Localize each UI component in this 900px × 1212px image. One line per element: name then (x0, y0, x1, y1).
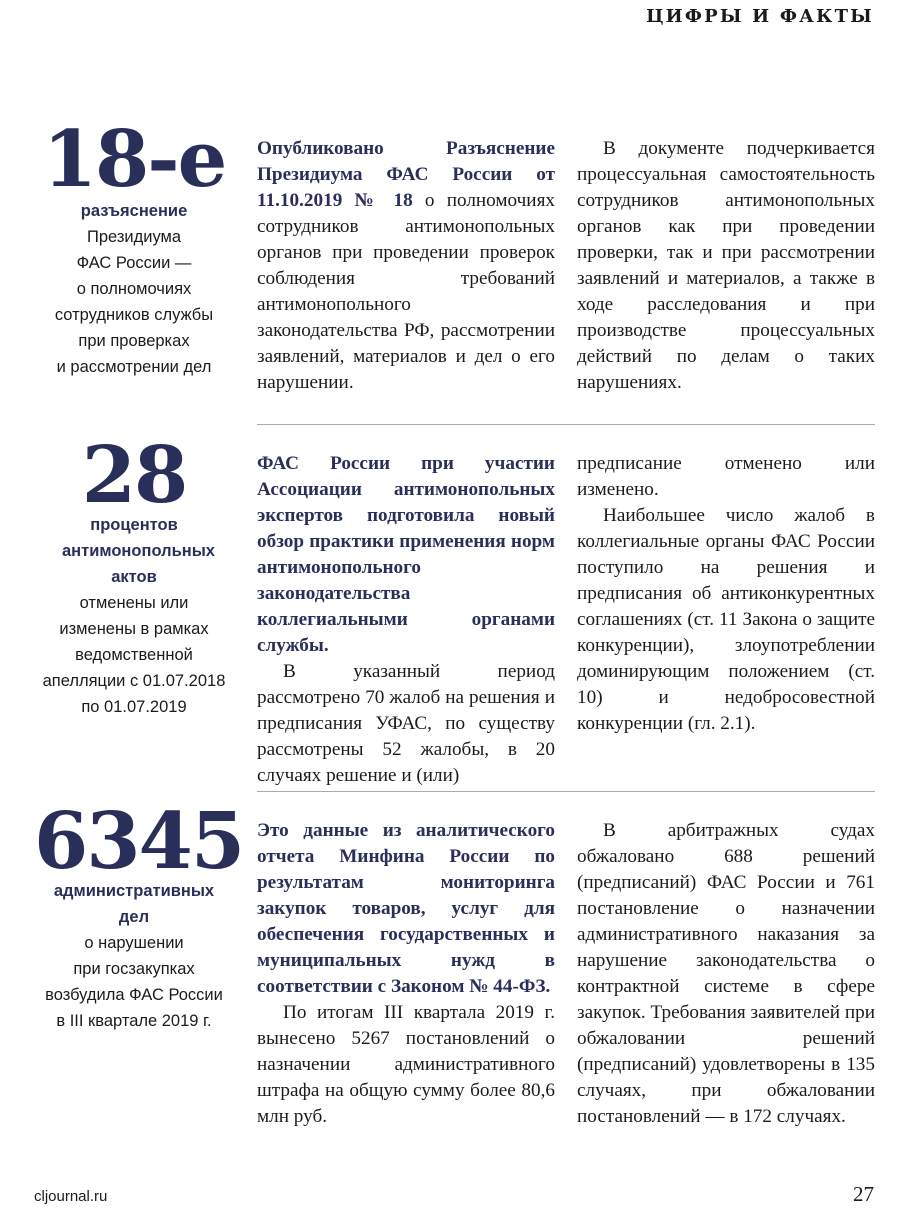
fact-description: отменены или изменены в рамках ведомственной апелляции с 01.07.2018 по 01.07.2019 (42, 594, 226, 716)
divider (257, 791, 875, 792)
fact-body: В арбитражных судах обжаловано 688 решений (предписаний) ФАС России и 761 постановление о назначении административного наказания за нарушение законодательства о контрактной системе в сфере закупок. Требования заявителей при обжаловании решений (предписаний) удовлетворены в 135 случаях, при обжаловании постановлений — в 172 случаях. (577, 820, 875, 1127)
divider (257, 424, 875, 425)
fact-body: В указанный период рассмотрено 70 жалоб на решения и предписания УФАС, по существу рассмотрены 52 жалобы, в 20 случаях решение и (или) (257, 661, 555, 786)
fact-body: Наибольшее число жалоб в коллегиальные органы ФАС России поступило на решения и предписания об антиконкурентных соглашениях (ст. 11 Закона о защите конкуренции), злоупотреблении доминирующим положением (ст. 10) и недобросовестной конкуренции (гл. 2.1). (577, 505, 875, 734)
fact-summary (34, 114, 234, 380)
fact-column-right (577, 136, 875, 396)
fact-column-right (577, 818, 875, 1130)
fact-number: 28 (81, 430, 187, 521)
fact-lead: Опубликовано Разъяснение Президиума ФАС России от 11.10.2019 № 18 (257, 138, 555, 211)
fact-column-right (577, 451, 875, 737)
fact-lead: Это данные из аналитического отчета Минфина России по результатам мониторинга закупок товаров, услуг для обеспечения государственных и муниципальных нужд в соответствии с Законом № 44-ФЗ. (257, 820, 555, 997)
fact-subtitle: разъяснение (80, 202, 188, 220)
fact-number: 18-е (42, 114, 226, 205)
fact-summary (34, 796, 244, 1034)
fact-column-left (257, 136, 555, 396)
fact-description: Президиума ФАС России — о полномочиях сотрудников службы при проверках и рассмотрении дел (54, 228, 214, 376)
fact-number: 6345 (34, 796, 244, 887)
fact-summary (34, 430, 234, 720)
fact-subtitle: административных дел (53, 882, 215, 926)
fact-column-left (257, 451, 555, 789)
fact-lead: ФАС России при участии Ассоциации антимонопольных экспертов подготовила новый обзор практики применения норм антимонопольного законодательства коллегиальными органами службы. (257, 453, 555, 656)
fact-column-left (257, 818, 555, 1130)
fact-body: предписание отменено или изменено. (577, 453, 875, 500)
fact-body: В документе подчеркивается процессуальная самостоятельность сотрудников антимонопольных органов как при проведении проверки, так и при рассмотрении заявлений и материалов, а также в ходе расследования и при производстве процессуальных действий по делам о таких нарушениях. (577, 138, 875, 393)
fact-description: о нарушении при госзакупках возбудила ФАС России в III квартале 2019 г. (45, 934, 223, 1030)
fact-body: По итогам III квартала 2019 г. вынесено 5267 постановлений о назначении административного штрафа на общую сумму более 80,6 млн руб. (257, 1002, 555, 1127)
fact-body: о полномочиях сотрудников антимонопольных органов при проведении проверок соблюдения требований антимонопольного законодательства РФ, рассмотрении заявлений, материалов и дел о его нарушении. (257, 190, 555, 393)
site-url: cljournal.ru (34, 1188, 108, 1205)
fact-subtitle: процентов антимонопольных актов (62, 516, 215, 586)
section-title: ЦИФРЫ И ФАКТЫ (646, 6, 874, 27)
page-number: 27 (853, 1182, 874, 1206)
